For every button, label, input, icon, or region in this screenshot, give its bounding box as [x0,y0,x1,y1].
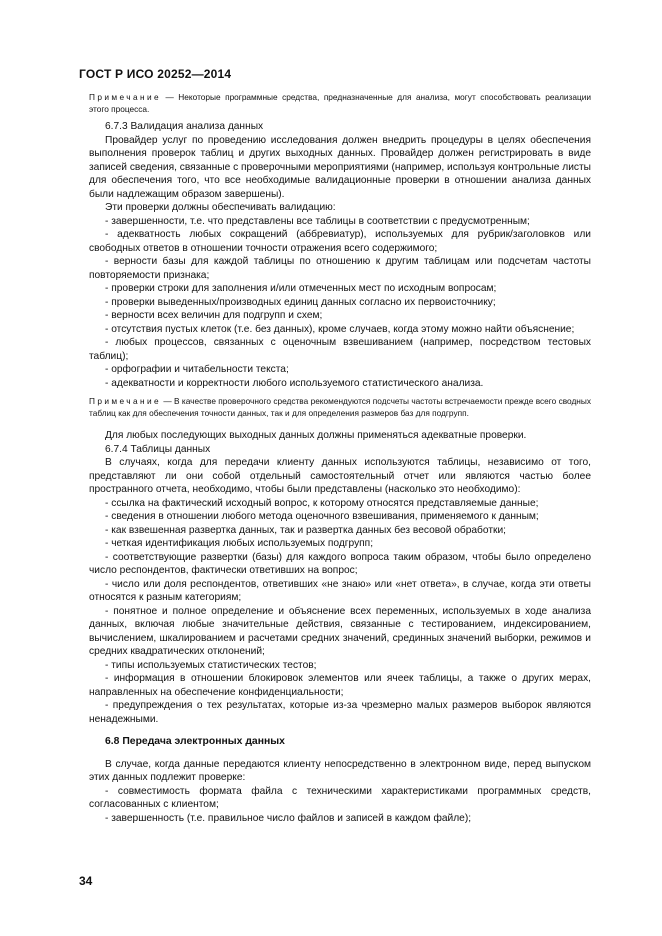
note-label: Примечание [89,92,162,102]
list-item: - информация в отношении блокировок элементов или ячеек таблицы, а также о других мерах, направленных на обеспечение конфиденциальности; [89,673,591,698]
section-title: 6.7.3 Валидация анализа данных [105,121,264,132]
document-header: ГОСТ Р ИСО 20252—2014 [79,67,232,81]
list-item: - типы используемых статистических тестов; [105,659,317,671]
list-item: - завершенность (т.е. правильное число файлов и записей в каждом файле); [105,812,472,824]
paragraph: В случае, когда данные передаются клиенту непосредственно в электронном виде, перед выпуском этих данных подлежит проверке: [89,758,591,783]
page-number: 34 [79,874,93,888]
list-item: - проверки выведенных/производных единиц данных согласно их первоисточнику; [105,296,496,308]
list-item: - орфографии и читабельности текста; [105,364,289,375]
list-item: - проверки строки для заполнения и/или отмеченных мест по исходным вопросам; [105,283,497,294]
note-1 [89,92,591,115]
list-item: - число или доля респондентов, ответивших «не знаю» или «нет ответа», в случае, когда эти ответы относятся к разным категориям; [89,578,591,603]
list-item: - верности базы для каждой таблицы по отношению к другим таблицам или подсчетам частоты повторяемости признака; [89,256,591,281]
note-2 [89,396,591,419]
list-item: - четкая идентификация любых используемых подгрупп; [105,538,374,549]
paragraph: В случаях, когда для передачи клиенту данных используются таблицы, независимо от того, представляют ли они собой отдельный самостоятельный отчет или являются частью более пространного отчета, необходимо, чтобы были представлены (насколько это необходимо): [89,457,591,495]
paragraph: Для любых последующих выходных данных должны применяться адекватные проверки. [105,430,527,441]
list-item: - предупреждения о тех результатах, которые из-за чрезмерно малых размеров выборок являются ненадежными. [89,700,591,725]
section-title: 6.7.4 Таблицы данных [105,443,211,455]
section-heading: 6.8 Передача электронных данных [105,736,285,747]
list-item: - понятное и полное определение и объяснение всех переменных, используемых в ходе анализа данных, включая любые значительные действия, связанные с тестированием, индексированием, вычислением, шкалированием и расчетами средних значений, срединных значений выборки, режимов и средних квадратических отклонений; [89,605,591,657]
list-item: - отсутствия пустых клеток (т.е. без данных), кроме случаев, когда этому можно найти объяснение; [105,323,575,335]
list-item: - адекватности и корректности любого используемого статистического анализа. [105,377,484,389]
list-item: - ссылка на фактический исходный вопрос, к которому относятся представляемые данные; [105,497,539,509]
paragraph: Эти проверки должны обеспечивать валидацию: [105,202,336,213]
list-item: - совместимость формата файла с техническими характеристиками программных средств, согласованных с клиентом; [89,785,591,810]
page-content [89,92,591,825]
list-item: - адекватность любых сокращений (аббревиатур), используемых для рубрик/заголовков или свободных ответов в отношении точности отражения всего содержимого; [89,229,591,254]
note-text: — В качестве проверочного средства рекомендуются подсчеты частоты встречаемости прежде всего сводных таблиц как для обеспечения точности данных, так и для определения размеров баз для подгрупп. [89,396,591,418]
note-text: — Некоторые программные средства, предназначенные для анализа, могут способствовать реализации этого процесса. [89,92,591,114]
list-item: - сведения в отношении любого метода оценочного взвешивания, применяемого к данным; [105,511,539,522]
paragraph: Провайдер услуг по проведению исследования должен внедрить процедуры в целях обеспечения выполнения проверок таблиц и других выходных данных. Провайдер должен регистрировать в виде записей сведения, связанные с проверочными мероприятиями (например, используя контрольные листы для обеспечения того, что все необходимые валидационные проверки в отношении анализа данных были надлежащим образом завершены). [89,134,591,200]
list-item: - любых процессов, связанных с оценочным взвешиванием (например, посредством тестовых таблиц); [89,337,591,362]
list-item: - завершенности, т.е. что представлены все таблицы в соответствии с предусмотренным; [105,215,530,227]
list-item: - верности всех величин для подгрупп и схем; [105,310,323,321]
list-item: - соответствующие развертки (базы) для каждого вопроса таким образом, чтобы было определено число респондентов, фактически ответивших на вопрос; [89,551,591,576]
note-label: Примечание [89,396,162,406]
list-item: - как взвешенная развертка данных, так и развертка данных без весовой обработки; [105,524,506,536]
